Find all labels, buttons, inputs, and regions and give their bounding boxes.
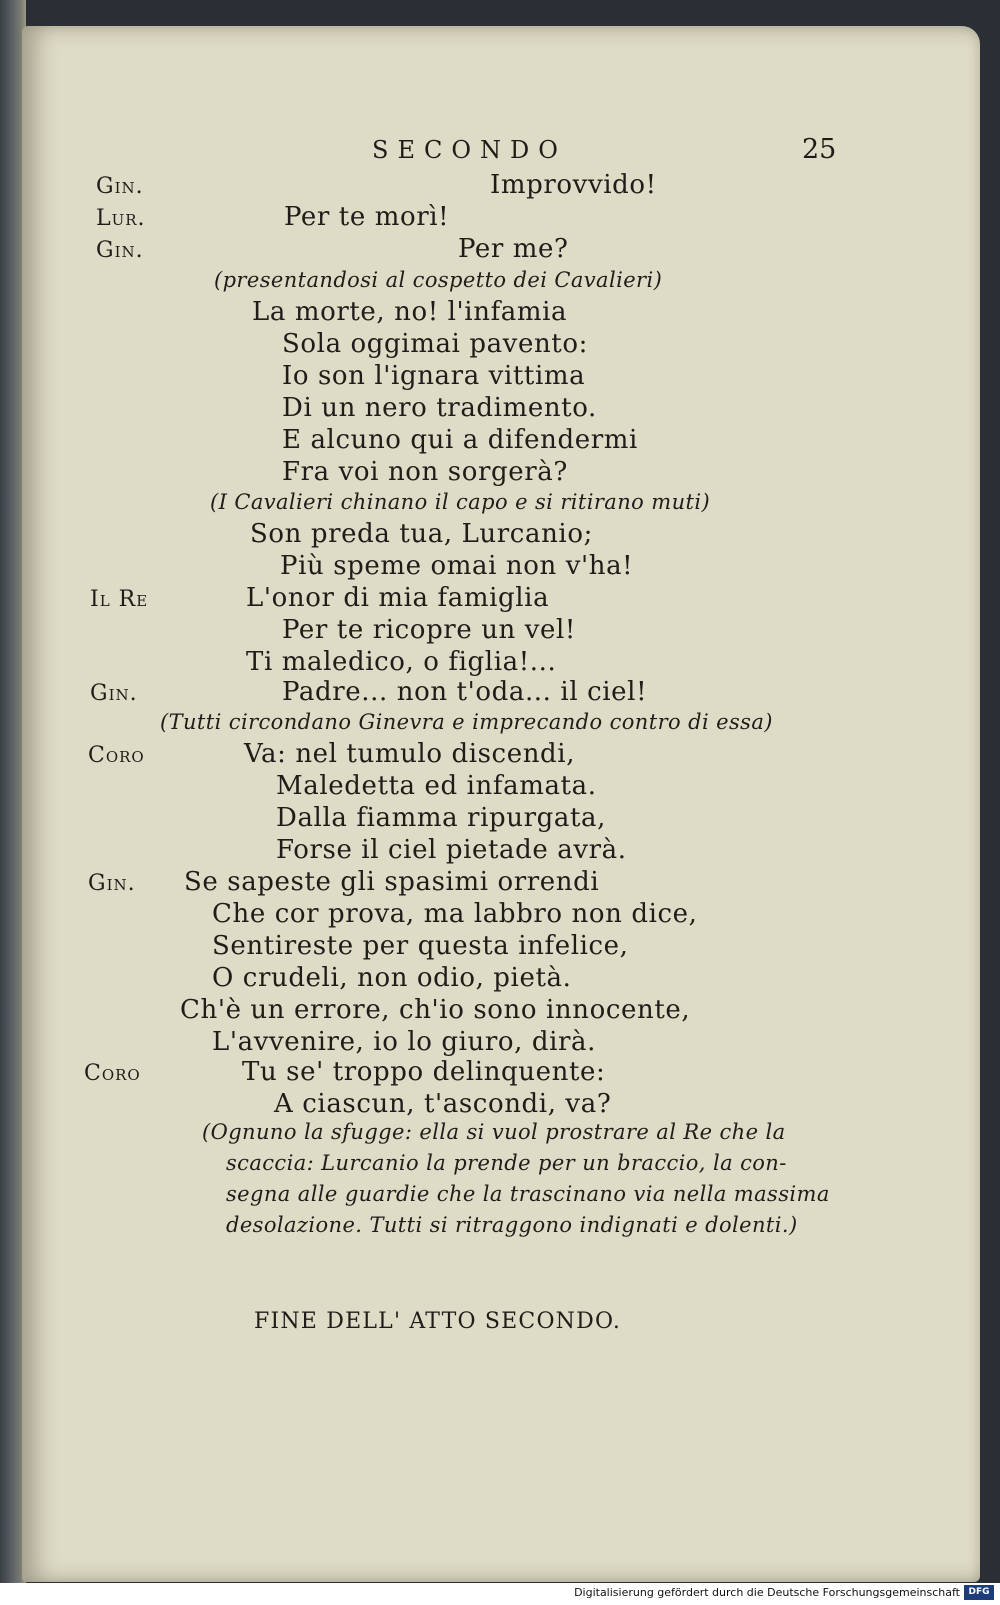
dfg-logo: DFG (964, 1585, 994, 1600)
verse-line: Io son l'ignara vittima (282, 361, 586, 391)
verse-line: La morte, no! l'infamia (252, 297, 568, 327)
verse-line: Di un nero tradimento. (282, 393, 597, 423)
digitization-credit: Digitalisierung gefördert durch die Deutsche Forschungsgemeinschaft (574, 1586, 960, 1599)
verse-line: Più speme omai non v'ha! (280, 551, 634, 581)
stage-direction: scaccia: Lurcanio la prende per un braccio, la con- (226, 1151, 787, 1175)
verse-line: L'onor di mia famiglia (246, 583, 550, 613)
stage-direction: desolazione. Tutti si ritraggono indignati e dolenti.) (226, 1213, 798, 1237)
act-end-note: FINE DELL' ATTO SECONDO. (254, 1309, 622, 1334)
verse-line: Maledetta ed infamata. (276, 771, 597, 801)
verse-line: Per te morì! (284, 202, 450, 232)
verse-line: Va: nel tumulo discendi, (244, 739, 576, 769)
speaker-label: Gin. (96, 174, 144, 199)
verse-line: Che cor prova, ma labbro non dice, (212, 899, 698, 929)
running-header: SECONDO (372, 136, 567, 164)
page-number: 25 (802, 134, 837, 165)
verse-line: Se sapeste gli spasimi orrendi (184, 867, 600, 897)
verse-line: Tu se' troppo delinquente: (242, 1057, 606, 1087)
verse-line: Improvvido! (490, 170, 657, 200)
verse-line: Per te ricopre un vel! (282, 615, 576, 645)
verse-line: Fra voi non sorgerà? (282, 457, 568, 487)
speaker-label: Gin. (90, 681, 138, 706)
verse-line: Ch'è un errore, ch'io sono innocente, (180, 995, 691, 1025)
verse-line: E alcuno qui a difendermi (282, 425, 638, 455)
stage-direction: (I Cavalieri chinano il capo e si ritirano muti) (210, 490, 711, 514)
speaker-label: Gin. (88, 871, 136, 896)
verse-line: Son preda tua, Lurcanio; (250, 519, 593, 549)
verse-line: Padre... non t'oda... il ciel! (282, 677, 648, 707)
verse-line: Per me? (458, 234, 569, 264)
speaker-label: Coro (88, 743, 145, 768)
verse-line: Sola oggimai pavento: (282, 329, 588, 359)
verse-line: A ciascun, t'ascondi, va? (274, 1089, 612, 1119)
speaker-label: Coro (84, 1061, 141, 1086)
verse-line: O crudeli, non odio, pietà. (212, 963, 572, 993)
stage-direction: (Tutti circondano Ginevra e imprecando contro di essa) (160, 710, 773, 734)
verse-line: Dalla fiamma ripurgata, (276, 803, 606, 833)
stage-direction: (presentandosi al cospetto dei Cavalieri) (214, 268, 663, 292)
speaker-label: Il Re (90, 587, 149, 612)
verse-line: Forse il ciel pietade avrà. (276, 835, 627, 865)
stage-direction: (Ognuno la sfugge: ella si vuol prostrare al Re che la (202, 1120, 786, 1144)
stage-direction: segna alle guardie che la trascinano via nella massima (226, 1182, 830, 1206)
speaker-label: Lur. (96, 206, 146, 231)
verse-line: Sentireste per questa infelice, (212, 931, 629, 961)
speaker-label: Gin. (96, 238, 144, 263)
verse-line: Ti maledico, o figlia!... (246, 647, 557, 677)
verse-line: L'avvenire, io lo giuro, dirà. (212, 1027, 597, 1057)
